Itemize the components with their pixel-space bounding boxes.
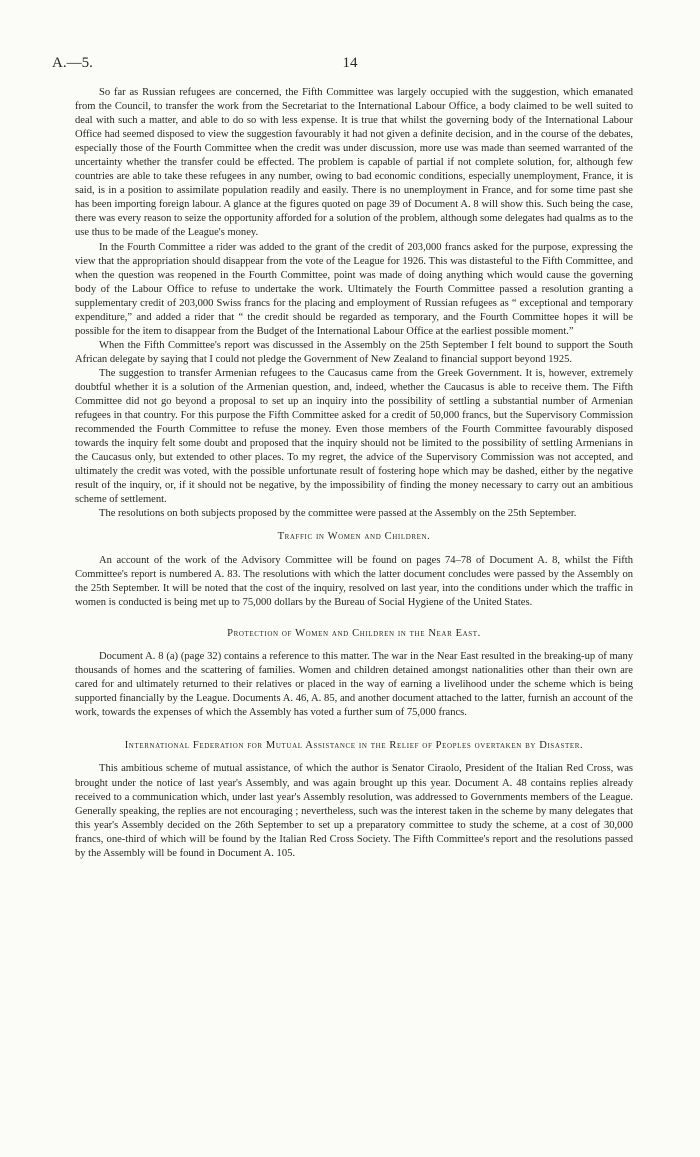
paragraph-armenian-refugees: The suggestion to transfer Armenian refugees to the Caucasus came from the Greek Government. It is, however, extremely doubtful whether it is a solution of the Armenian question, and, indeed, whether the Caucasus is able to receive them. The Fifth Committee did not go beyond a proposal to set up an inquiry into the possibility of settling a substantial number of Armenian refugees in that country. For this purpose the Fifth Committee asked for a credit of 50,000 francs, but the Supervisory Commission recommended the Fourth Committee to refuse the money. Even those members of the Fourth Committee favourably disposed towards the inquiry felt some doubt and proposed that the inquiry should not be limited to the possibility of settling Armenians in the Caucasus only, but extended to other places. To my regret, the advice of the Supervisory Commission was not accepted, and ultimately the credit was voted, with the possible unfortunate result of fostering hope which may be dashed, either by the negative result of the inquiry, or, if it should not be negative, by the impossibility of finding the money necessary to carry out an ambitious scheme of settlement. [75, 367, 633, 506]
page-body [75, 86, 633, 861]
document-reference: A.—5. [52, 55, 93, 71]
page-number: 14 [342, 55, 358, 71]
paragraph-russian-refugees-transfer: So far as Russian refugees are concerned, the Fifth Committee was largely occupied with the suggestion, which emanated from the Council, to transfer the work from the Secretariat to the International Labour Office, a body claimed to be well suited to deal with such a matter, and able to do so with less expense. It is true that whilst the governing body of the International Labour Office had seemed disposed to view the suggestion favourably it had not given a definite decision, and in the course of the debates, especially those of the Fourth Committee when the credit was under discussion, more use was made than seemed warranted of the uncertainty whether the transfer could be effected. The problem is capable of partial if not complete solution, for, although few countries are able to take these refugees in any number, owing to bad economic conditions, especially unemployment, France, it is said, is in a position to assimilate population readily and easily. There is no unemployment in France, and for some time past she has been importing foreign labour. A glance at the figures quoted on page 39 of Document A. 8 will show this. Such being the case, there was every reason to seize the opportunity afforded for a solution of the problem, although some delegates had qualms as to the use thus to be made of the League's money. [75, 87, 633, 239]
page-header [50, 55, 650, 77]
paragraph-traffic-women-children: An account of the work of the Advisory Committee will be found on pages 74–78 of Document A. 8, whilst the Fifth Committee's report is numbered A. 83. The resolutions with which the latter document concludes were passed by the Assembly on the 25th September. It will be noted that the cost of the inquiry, resolved on last year, into the conditions under which the traffic in women is conducted is being met up to 75,000 dollars by the Bureau of Social Hygiene of the United States. [75, 554, 633, 608]
paragraph-international-federation: This ambitious scheme of mutual assistance, of which the author is Senator Ciraolo, President of the Italian Red Cross, was brought under the notice of last year's Assembly, and was again brought up this year. Document A. 48 contains replies already received to a communication which, under last year's Assembly resolution, was addressed to Governments members of the League. Generally speaking, the replies are not encouraging ; nevertheless, such was the interest taken in the scheme by many delegates that this year's Assembly decided on the 26th September to set up a preparatory committee to study the scheme, at a cost of 30,000 francs, one-third of which will be found by the Italian Red Cross Society. The Fifth Committee's report and the resolutions passed by the Assembly will be found in Document A. 105. [75, 763, 633, 859]
section-heading-traffic: Traffic in Women and Children. [277, 531, 431, 543]
paragraph-protection-near-east: Document A. 8 (a) (page 32) contains a reference to this matter. The war in the Near East resulted in the breaking-up of many thousands of homes and the scattering of families. Women and children detained amongst nationalities other than their own are cared for and ultimately returned to their relatives or placed in the way of earning a livelihood under the scheme which is being supported financially by the League. Documents A. 46, A. 85, and another document attached to the latter, furnish an account of the work, towards the expenses of which the Assembly has voted a further sum of 75,000 francs. [75, 650, 633, 718]
paragraph-resolutions-passed: The resolutions on both subjects proposed by the committee were passed at the Assembly on the 25th September. [99, 508, 577, 520]
section-heading-protection-near-east: Protection of Women and Children in the Near East. [227, 627, 481, 639]
paragraph-fourth-committee-rider: In the Fourth Committee a rider was added to the grant of the credit of 203,000 francs asked for the purpose, expressing the view that the appropriation should disappear from the vote of the League for 1926. This was distasteful to the Fifth Committee, and when the question was reopened in the Fourth Committee, point was made of doing anything which would cause the governing body of the Labour Office to refuse to undertake the work. Ultimately the Fourth Committee passed a resolution granting a supplementary credit of 203,000 Swiss francs for the placing and employment of Russian refugees as “ exceptional and temporary expenditure,” and added a rider that “ the credit should be regarded as temporary, and the Fourth Committee hopes it will be possible for the item to disappear from the Budget of the International Labour Office at the earliest possible moment.” [75, 241, 633, 337]
section-heading-international-federation: International Federation for Mutual Assistance in the Relief of Peoples overtaken by Disaster. [124, 739, 584, 751]
paragraph-assembly-discussion: When the Fifth Committee's report was discussed in the Assembly on the 25th September I felt bound to support the South African delegate by saying that I could not pledge the Government of New Zealand to financial support beyond 1925. [75, 339, 633, 365]
